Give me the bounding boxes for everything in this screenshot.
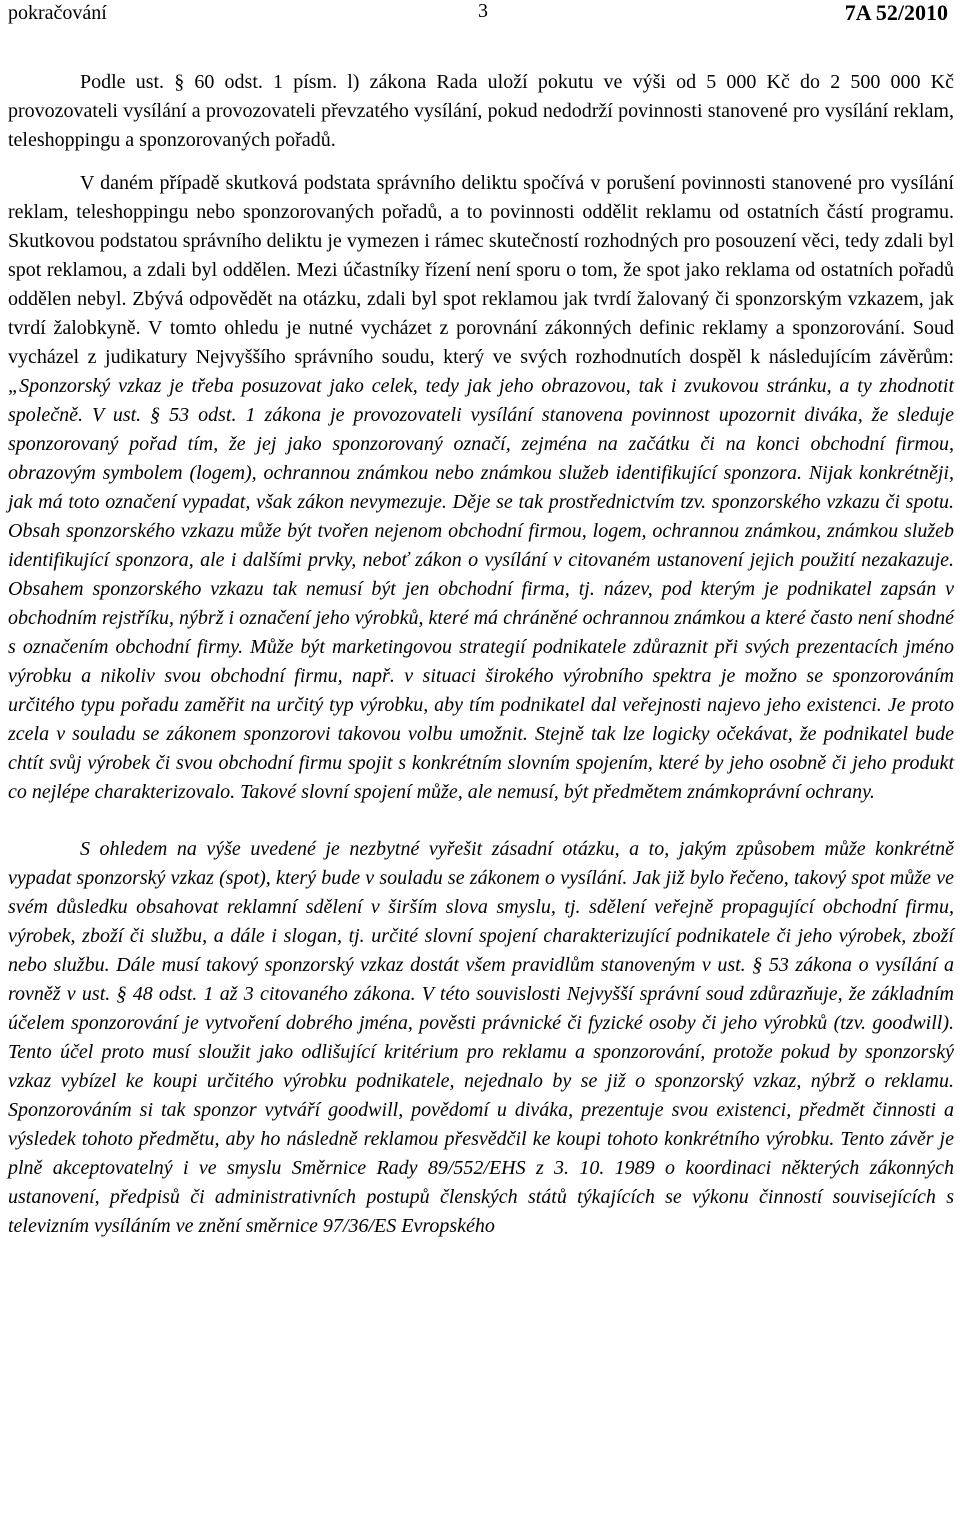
court-quotation: „Sponzorský vzkaz je třeba posuzovat jako celek, tedy jak jeho obrazovou, tak i zvukovou stránku, a ty zhodnotit společně. V ust. § 53 odst. 1 zákona je provozovateli vysílání stanovena povinnost upozornit diváka, že sleduje sponzorovaný pořad tím, že jej jako sponzorovaný označí, zejména na začátku či na konci obchodní firmou, obrazovým symbolem (logem), ochrannou známkou nebo známkou služeb identifikující sponzora. Nijak konkrétněji, jak má toto označení vypadat, však zákon nevymezuje. Děje se tak prostřednictvím tzv. sponzorského vzkazu či spotu. Obsah sponzorského vzkazu může být tvořen nejenom obchodní firmou, logem, ochrannou známkou, známkou služeb identifikující sponzora, ale i dalšími prvky, neboť zákon o vysílání v citovaném ustanovení jejich použití nezakazuje. Obsahem sponzorského vzkazu tak nemusí být jen obchodní firma, tj. název, pod kterým je podnikatel zapsán v obchodním rejstříku, nýbrž i označení jeho výrobků, které má chráněné ochrannou známkou a které často není shodné s označením obchodní firmy. Může být marketingovou strategií podnikatele zdůraznit při svých prezentacích jméno výrobku a nikoliv svou obchodní firmu, např. v situaci širokého výrobního spektra je možno se sponzorováním určitého typu pořadu zaměřit na určitý typ výrobku, aby tím podnikatel dal veřejnosti najevo jeho existenci. Je proto zcela v souladu se zákonem sponzorovi takovou volbu umožnit. Stejně tak lze logicky očekávat, že podnikatel bude chtít svůj výrobek či svou obchodní firmu spojit s konkrétním slovním spojením, které by jeho osobně či jeho produkt co nejlépe charakterizovalo. Takové slovní spojení může, ale nemusí, být předmětem známkoprávní ochrany. [8, 375, 954, 803]
header-continuation-label: pokračování [8, 2, 107, 24]
case-number: 7A 52/2010 [844, 0, 948, 25]
page-header [8, 0, 954, 30]
paragraph-legal-provision: Podle ust. § 60 odst. 1 písm. l) zákona Rada uloží pokutu ve výši od 5 000 Kč do 2 500 000 Kč provozovateli vysílání a provozovateli převzatého vysílání, pokud nedodrží povinnosti stanovené pro vysílání reklam, teleshoppingu a sponzorovaných pořadů. [8, 71, 954, 151]
paragraph-court-conclusion: S ohledem na výše uvedené je nezbytné vyřešit zásadní otázku, a to, jakým způsobem může konkrétně vypadat sponzorský vzkaz (spot), který bude v souladu se zákonem o vysílání. Jak již bylo řečeno, takový spot může ve svém důsledku obsahovat reklamní sdělení v širším slova smyslu, tj. sdělení veřejně propagující obchodní firmu, výrobek, zboží či službu, a dále i slogan, tj. určité slovní spojení charakterizující podnikatele či jeho výrobek, zboží nebo službu. Dále musí takový sponzorský vzkaz dostát všem pravidlům stanoveným v ust. § 53 zákona o vysílání a rovněž v ust. § 48 odst. 1 až 3 citovaného zákona. V této souvislosti Nejvyšší správní soud zdůrazňuje, že základním účelem sponzorování je vytvoření dobrého jména, pověsti právnické či fyzické osoby či jeho výrobků (tzv. goodwill). Tento účel proto musí sloužit jako odlišující kritérium pro reklamu a sponzorování, protože pokud by sponzorský vzkaz vybízel ke koupi určitého výrobku podnikatele, nejednalo by se již o sponzorský vzkaz, nýbrž o reklamu. Sponzorováním si tak sponzor vytváří goodwill, povědomí u diváka, prezentuje svou existenci, předmět činnosti a výsledek tohoto předmětu, aby ho následně reklamou přesvědčil ke koupi tohoto konkrétního výrobku. Tento závěr je plně akceptovatelný i ve smyslu Směrnice Rady 89/552/EHS z 3. 10. 1989 o koordinaci některých zákonných ustanovení, předpisů či administrativních postupů členských států týkajících se výkonu činností souvisejících s televizním vysíláním ve znění směrnice 97/36/ES Evropského [8, 838, 954, 1237]
paragraph-case-analysis-text: V daném případě skutková podstata správního deliktu spočívá v porušení povinnosti stanovené pro vysílání reklam, teleshoppingu nebo sponzorovaných pořadů, a to povinnosti oddělit reklamu od ostatních částí programu. Skutkovou podstatou správního deliktu je vymezen i rámec skutečností rozhodných pro posouzení věci, tedy zdali byl spot reklamou, a zdali byl oddělen. Mezi účastníky řízení není sporu o tom, že spot jako reklama od ostatních pořadů oddělen nebyl. Zbývá odpovědět na otázku, zdali byl spot reklamou jak tvrdí žalovaný či sponzorským vzkazem, jak tvrdí žalobkyně. V tomto ohledu je nutné vycházet z porovnání zákonných definic reklamy a sponzorování. Soud vycházel z judikatury Nejvyššího správního soudu, který ve svých rozhodnutích dospěl k následujícím závěrům: [8, 172, 954, 368]
paragraph-case-analysis [8, 169, 954, 807]
page-number: 3 [478, 0, 488, 22]
